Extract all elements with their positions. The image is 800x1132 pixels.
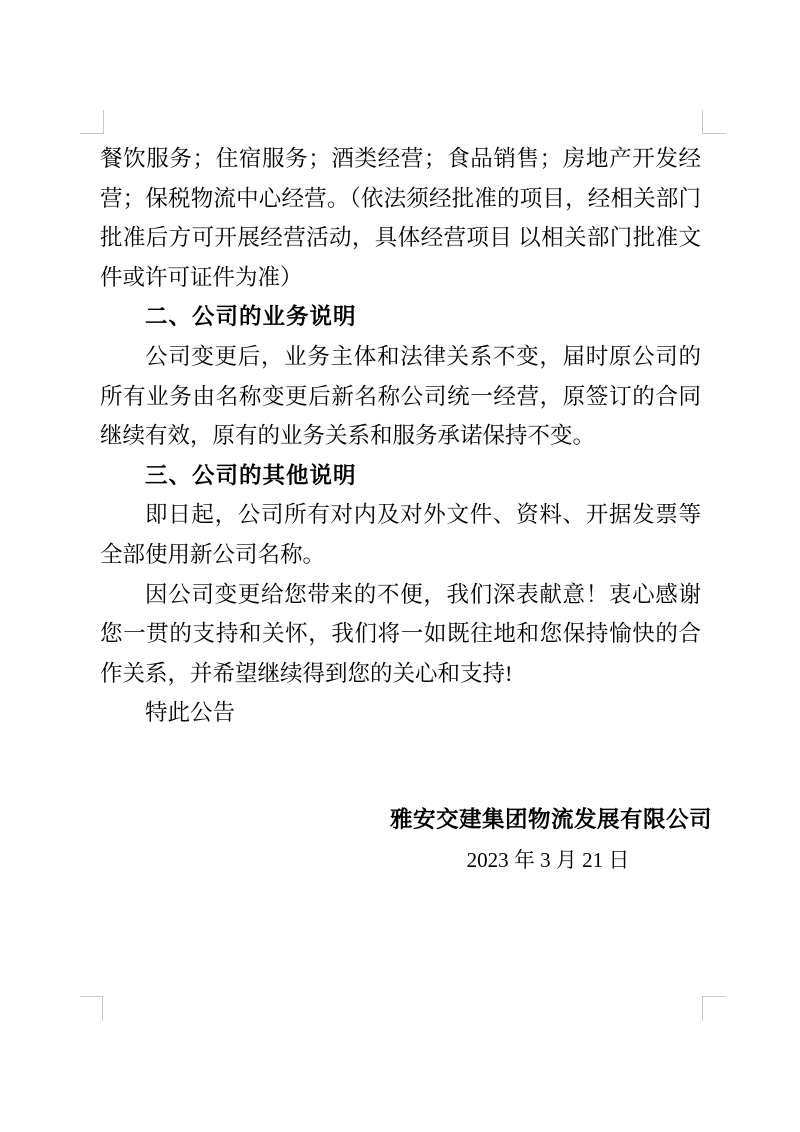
document-body [100,139,701,733]
section-heading-business: 二、公司的业务说明 [145,304,357,330]
crop-mark-top-right [702,110,726,134]
section-heading-other: 三、公司的其他说明 [145,462,357,488]
signature-company-name: 雅安交建集团物流发展有限公司 [390,807,713,832]
paragraph-business-statement: 公司变更后，业务主体和法律关系不变，届时原公司的所有业务由名称变更后新名称公司统一经营，原签订的合同继续有效，原有的业务关系和服务承诺保持不变。 [100,343,701,449]
paragraph-hereby-announced: 特此公告 [145,700,236,726]
crop-mark-top-left [80,110,104,134]
signature-block [390,806,713,873]
paragraph-other-statement: 即日起，公司所有对内及对外文件、资料、开据发票等全部使用新公司名称。 [100,502,701,567]
paragraph-business-scope: 餐饮服务；住宿服务；酒类经营；食品销售；房地产开发经营；保税物流中心经营。（依法须经批准的项目，经相关部门批准后方可开展经营活动，具体经营项目 以相关部门批准文件或许可证件为准） [100,146,701,290]
signature-date: 2023 年 3 月 21 日 [466,848,630,872]
crop-mark-bottom-left [80,996,103,1021]
crop-mark-bottom-right [702,996,726,1021]
paragraph-apology: 因公司变更给您带来的不便，我们深表献意！衷心感谢您一贯的支持和关怀，我们将一如既往地和您保持愉快的合作关系，并希望继续得到您的关心和支持! [100,581,701,686]
